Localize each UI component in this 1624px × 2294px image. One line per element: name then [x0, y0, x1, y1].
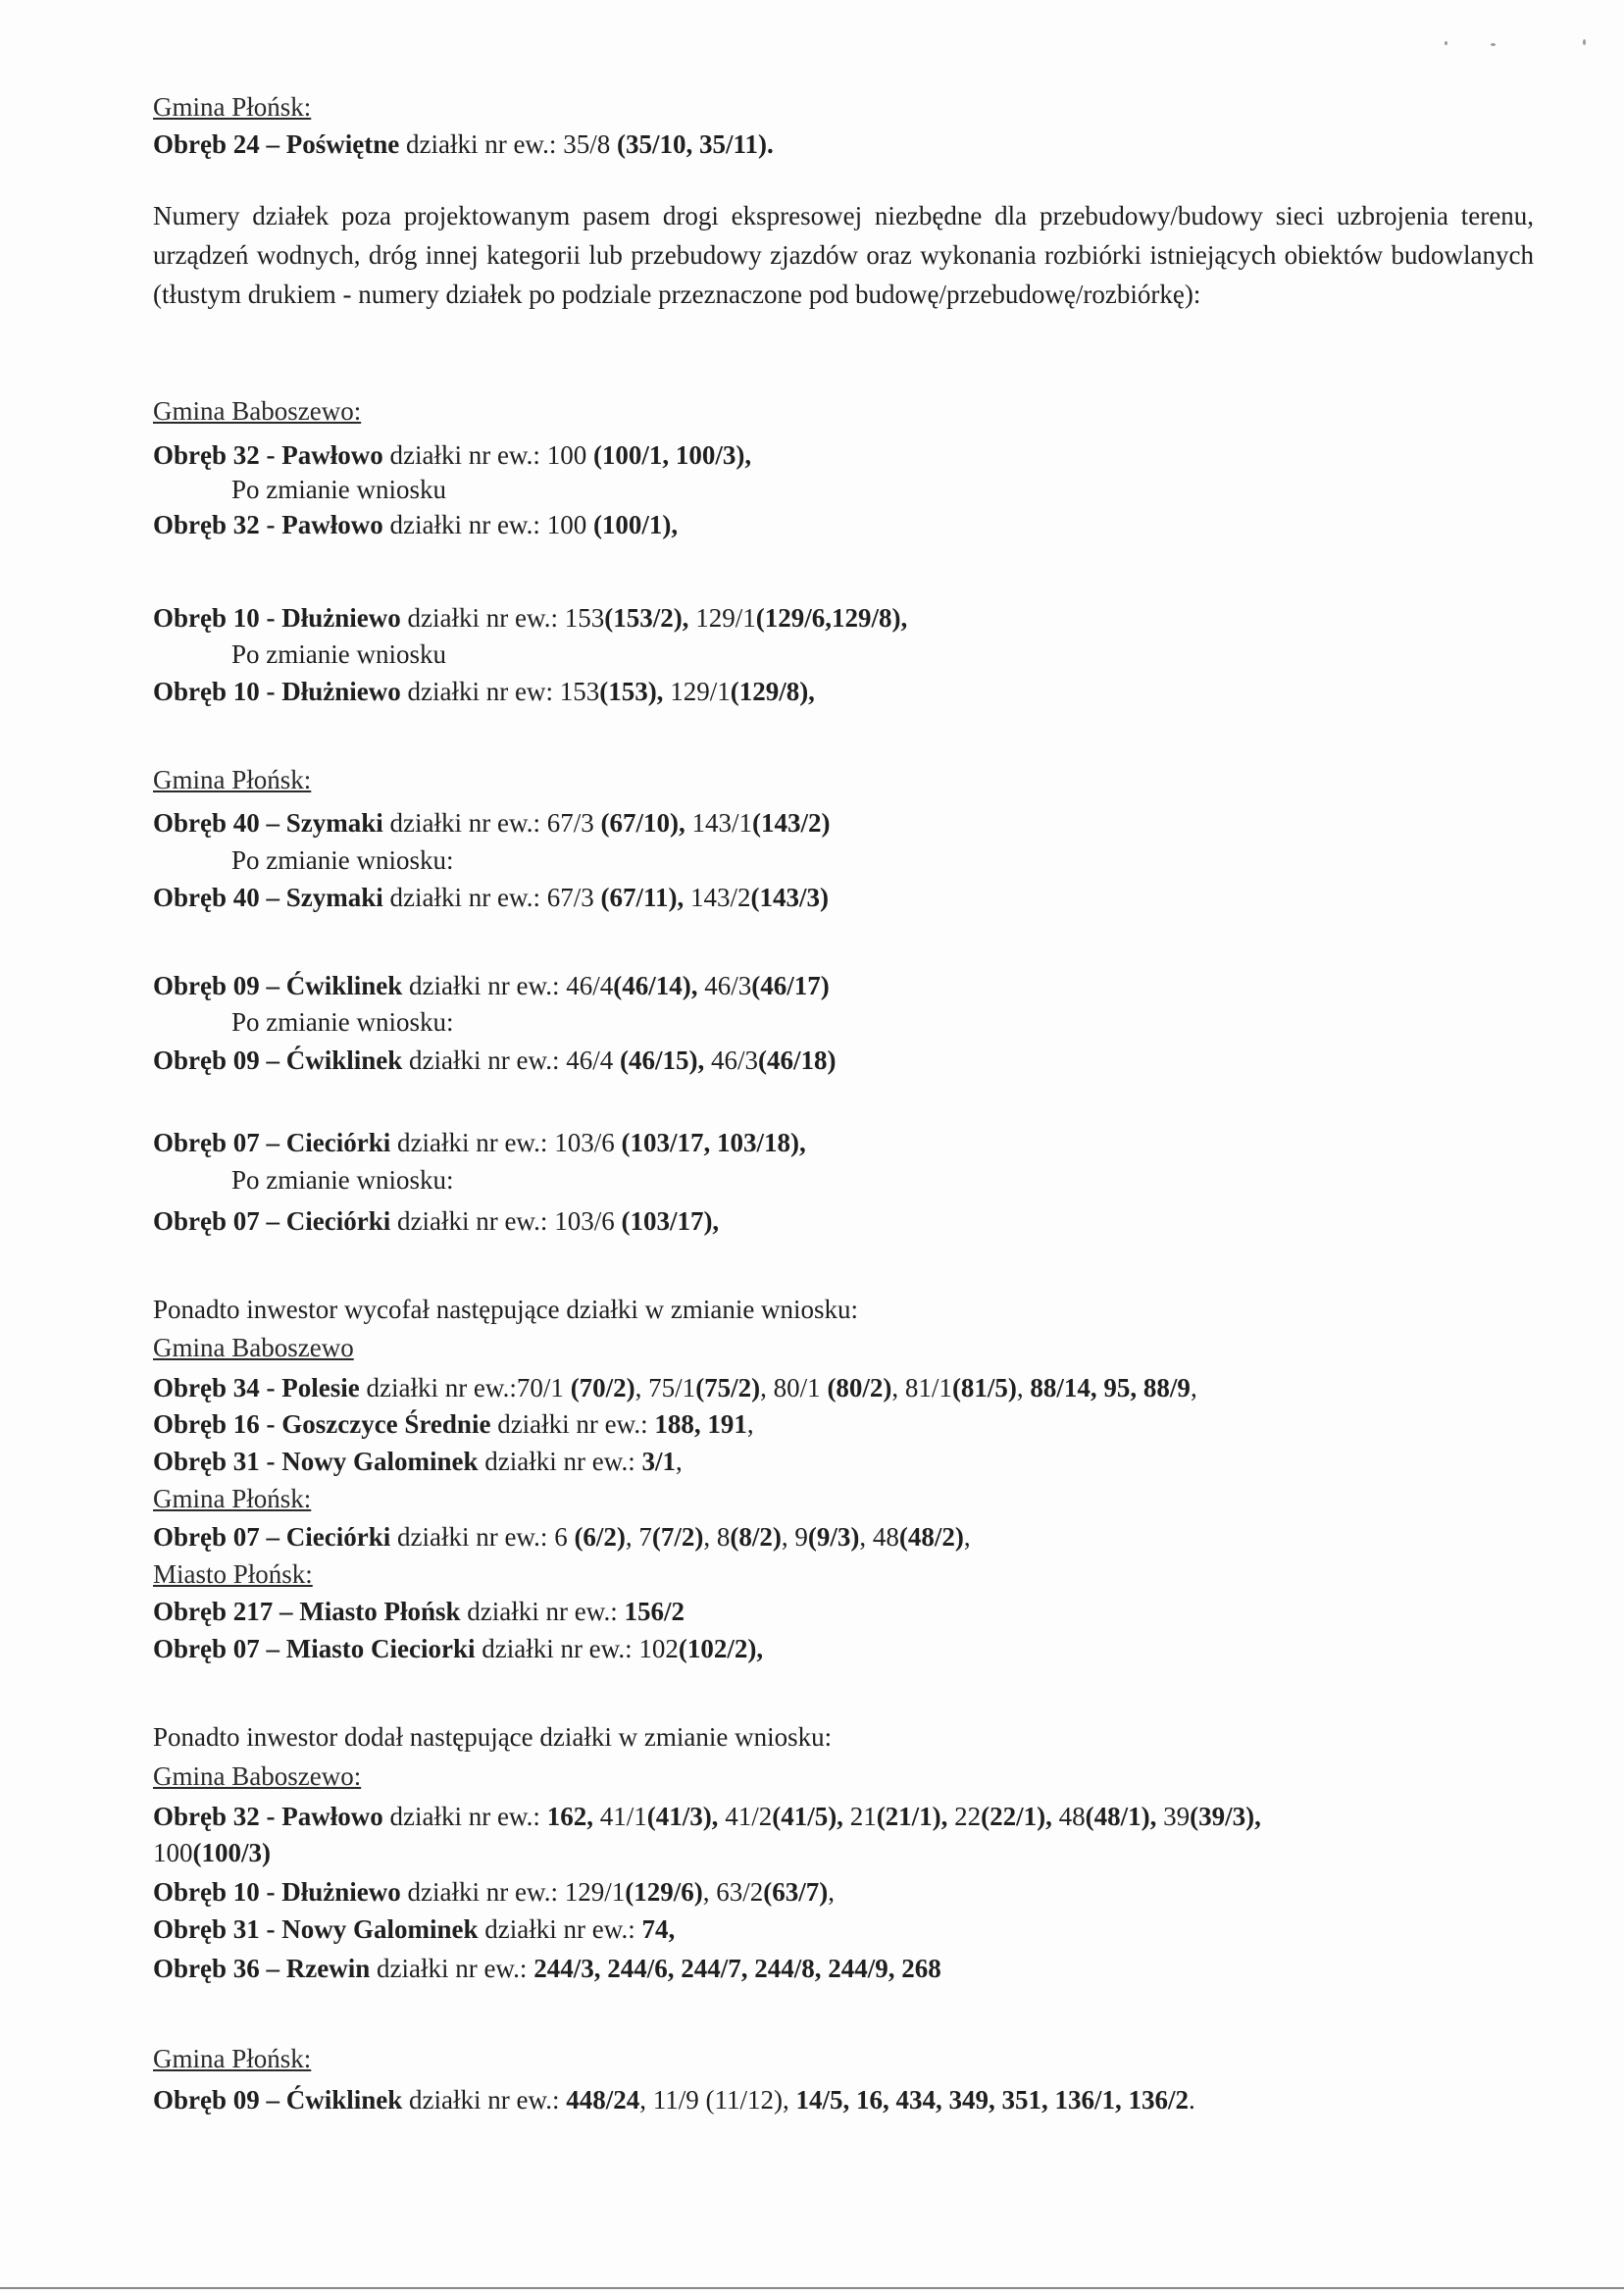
row-galominek-withdrawn: Obręb 31 - Nowy Galominek działki nr ew.: 3/1,	[153, 1447, 683, 1476]
parcel-run: (63/7)	[763, 1877, 829, 1907]
row-cwiklinek-added: Obręb 09 – Ćwiklinek działki nr ew.: 448/24, 11/9 (11/12), 14/5, 16, 434, 349, 351, 136/1, 136/2.	[153, 2085, 1195, 2115]
parcel-run: , 11/9	[639, 2085, 706, 2115]
heading-gmina-baboszewo: Gmina Baboszewo:	[153, 396, 362, 426]
parcel-run: , 7	[625, 1522, 652, 1552]
parcel-run: (81/5)	[951, 1373, 1017, 1402]
parcel-run: , 81/1	[891, 1373, 952, 1402]
parcel-run: ,	[1190, 1373, 1197, 1402]
row-miasto-217: Obręb 217 – Miasto Płońsk działki nr ew.: 156/2	[153, 1597, 685, 1626]
parcel-run: (80/2)	[827, 1373, 892, 1402]
parcel-run: (22/1),	[981, 1802, 1059, 1831]
row-dluzniewo-after: Obręb 10 - Dłużniewo działki nr ew: 153(153), 129/1(129/8),	[153, 677, 815, 706]
row-miasto-07: Obręb 07 – Miasto Cieciorki działki nr ew.: 102(102/2),	[153, 1634, 764, 1663]
added-intro: Ponadto inwestor dodał następujące działki w zmianie wniosku:	[153, 1722, 833, 1752]
parcel-run: , 48	[859, 1522, 899, 1552]
po-zmianie-label: Po zmianie wniosku	[231, 639, 446, 669]
parcel-run: , 9	[781, 1522, 808, 1552]
row-szymaki-after: Obręb 40 – Szymaki działki nr ew.: 67/3 (67/11), 143/2(143/3)	[153, 883, 829, 912]
parcel-run: 39	[1163, 1802, 1191, 1831]
cwiklinek-added-values	[566, 2085, 1195, 2115]
heading-miasto-plonsk: Miasto Płońsk:	[153, 1559, 313, 1589]
heading-gmina-plonsk-added: Gmina Płońsk:	[153, 2044, 312, 2073]
parcel-run: 21	[849, 1802, 877, 1831]
parcel-run: ,	[963, 1522, 971, 1552]
row-pawlowo-added-cont	[153, 1836, 1526, 1869]
parcel-run: , 80/1	[760, 1373, 828, 1402]
parcel-run: , 8	[703, 1522, 731, 1552]
scan-bottom-edge	[0, 2287, 1624, 2289]
parcel-run: 22	[954, 1802, 982, 1831]
parcel-run: ,	[783, 2085, 796, 2115]
parcel-run: (48/2)	[898, 1522, 964, 1552]
row-pawlowo-added: Obręb 32 - Pawłowo działki nr ew.: 162, 41/1(41/3), 41/2(41/5), 21(21/1), 22(22/1), 48(48/1), 39(39/3),	[153, 1802, 1261, 1831]
row-pawlowo-before: Obręb 32 - Pawłowo działki nr ew.: 100 (100/1, 100/3),	[153, 440, 752, 470]
row-ciecorki-withdrawn: Obręb 07 – Cieciórki działki nr ew.: 6 (6/2), 7(7/2), 8(8/2), 9(9/3), 48(48/2),	[153, 1522, 971, 1552]
heading-gmina-plonsk: Gmina Płońsk:	[153, 765, 312, 794]
parcel-run: (41/5),	[772, 1802, 850, 1831]
parcel-run: (75/2)	[695, 1373, 761, 1402]
parcel-run: 129/1	[564, 1877, 626, 1907]
parcel-run: 14/5, 16, 434, 349, 351, 136/1, 136/2	[795, 2085, 1190, 2115]
parcel-run: ,	[1016, 1373, 1031, 1402]
pawlowo-added-values	[547, 1802, 1261, 1831]
parcel-run: (48/1),	[1085, 1802, 1164, 1831]
parcel-run: (100/3)	[192, 1838, 271, 1867]
parcel-run: 162,	[546, 1802, 600, 1831]
parcel-run: (11/12)	[705, 2085, 783, 2115]
parcel-run: (9/3)	[807, 1522, 860, 1552]
parcel-run: (6/2)	[574, 1522, 626, 1552]
row-poswietne: Obręb 24 – Poświętne działki nr ew.: 35/8 (35/10, 35/11).	[153, 129, 774, 159]
row-dluzniewo-before: Obręb 10 - Dłużniewo działki nr ew.: 153(153/2), 129/1(129/6,129/8),	[153, 603, 908, 633]
row-goszczyce: Obręb 16 - Goszczyce Średnie działki nr ew.: 188, 191,	[153, 1409, 754, 1439]
parcel-run: (41/3),	[646, 1802, 726, 1831]
row-polesie: Obręb 34 - Polesie działki nr ew.:70/1 (70/2), 75/1(75/2), 80/1 (80/2), 81/1(81/5), 88/14, 95, 88/9,	[153, 1373, 1197, 1402]
parcel-run: .	[1189, 2085, 1195, 2115]
polesie-values	[517, 1373, 1197, 1402]
parcel-run: 41/2	[725, 1802, 773, 1831]
parcel-run: , 63/2	[702, 1877, 764, 1907]
row-szymaki-before: Obręb 40 – Szymaki działki nr ew.: 67/3 (67/10), 143/1(143/2)	[153, 808, 831, 838]
row-ciecorki-after: Obręb 07 – Cieciórki działki nr ew.: 103/6 (103/17),	[153, 1206, 720, 1236]
parcel-run: 88/14, 95, 88/9	[1030, 1373, 1191, 1402]
parcel-run: 41/1	[599, 1802, 647, 1831]
po-zmianie-label: Po zmianie wniosku	[231, 475, 446, 504]
parcel-run: 48	[1058, 1802, 1086, 1831]
parcel-run: 70/1	[516, 1373, 571, 1402]
heading-gmina-baboszewo-withdrawn: Gmina Baboszewo	[153, 1333, 354, 1362]
heading-gmina-baboszewo-added: Gmina Baboszewo:	[153, 1761, 362, 1791]
row-cwiklinek-after: Obręb 09 – Ćwiklinek działki nr ew.: 46/4 (46/15), 46/3(46/18)	[153, 1045, 837, 1075]
dluzniewo-added-values	[565, 1877, 835, 1907]
parcel-run: 100	[153, 1838, 193, 1867]
ciecorki-values	[554, 1522, 970, 1552]
withdrawn-intro: Ponadto inwestor wycofał następujące działki w zmianie wniosku:	[153, 1295, 859, 1324]
parcel-run: ,	[828, 1877, 835, 1907]
parcel-run: (39/3),	[1190, 1802, 1261, 1831]
po-zmianie-label: Po zmianie wniosku:	[231, 1007, 454, 1037]
row-pawlowo-after: Obręb 32 - Pawłowo działki nr ew.: 100 (100/1),	[153, 510, 679, 539]
parcel-run: (21/1),	[876, 1802, 955, 1831]
pawlowo-added-cont-values	[153, 1838, 271, 1867]
po-zmianie-label: Po zmianie wniosku:	[231, 845, 454, 875]
parcel-run: 6	[554, 1522, 575, 1552]
parcel-run: (70/2)	[570, 1373, 635, 1402]
row-cwiklinek-before: Obręb 09 – Ćwiklinek działki nr ew.: 46/4(46/14), 46/3(46/17)	[153, 971, 830, 1000]
heading-gmina-plonsk-withdrawn: Gmina Płońsk:	[153, 1484, 312, 1513]
parcel-run: (7/2)	[651, 1522, 704, 1552]
row-dluzniewo-added: Obręb 10 - Dłużniewo działki nr ew.: 129/1(129/6), 63/2(63/7),	[153, 1877, 835, 1907]
parcel-run: 448/24	[566, 2085, 640, 2115]
row-ciecorki-before: Obręb 07 – Cieciórki działki nr ew.: 103/6 (103/17, 103/18),	[153, 1128, 806, 1157]
parcel-run: (129/6)	[625, 1877, 703, 1907]
parcel-run: , 75/1	[634, 1373, 696, 1402]
intro-paragraph: Numery działek poza projektowanym pasem drogi ekspresowej niezbędne dla przebudowy/budowy sieci uzbrojenia terenu, urządzeń wodnych, dróg innej kategorii lub przebudowy zjazdów oraz wykonania rozbiórki istniejących obiektów budowlanych (tłustym drukiem - numery działek po podziale przeznaczone pod budowę/przebudowę/rozbiórkę):	[153, 201, 1534, 309]
po-zmianie-label: Po zmianie wniosku:	[231, 1165, 454, 1195]
row-rzewin-added: Obręb 36 – Rzewin działki nr ew.: 244/3, 244/6, 244/7, 244/8, 244/9, 268	[153, 1954, 941, 1983]
parcel-run: (8/2)	[730, 1522, 782, 1552]
row-galominek-added: Obręb 31 - Nowy Galominek działki nr ew.: 74,	[153, 1914, 676, 1944]
heading-gmina-plonsk-top: Gmina Płońsk:	[153, 92, 312, 122]
